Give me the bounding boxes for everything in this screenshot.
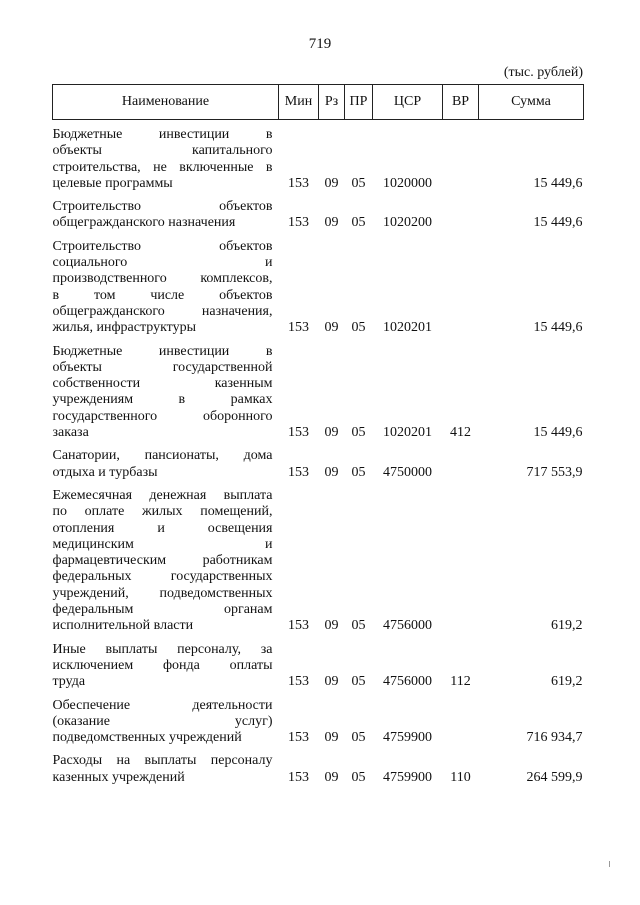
row-min: 153	[288, 464, 309, 480]
table-header-row	[53, 85, 584, 120]
row-name-line: строительства, не включенные в	[52, 159, 273, 175]
row-name-line: жилья, инфраструктуры	[52, 320, 197, 336]
row-name-line: подведомственных учреждений	[52, 730, 242, 746]
row-name-line: (оказание услуг)	[52, 713, 273, 729]
row-pr: 05	[351, 464, 366, 480]
row-min: 153	[288, 425, 309, 441]
row-csr: 4750000	[383, 464, 432, 480]
row-name	[53, 481, 279, 635]
row-min: 153	[288, 618, 309, 634]
table-row	[53, 481, 584, 635]
row-rz: 09	[324, 674, 339, 690]
row-pr: 05	[351, 730, 366, 746]
row-name-line: общегражданского назначения,	[52, 303, 273, 319]
row-min: 153	[288, 175, 309, 191]
row-min: 153	[288, 320, 309, 336]
row-name-line: по оплате жилых помещений,	[52, 504, 273, 520]
row-name-line: труда	[52, 674, 86, 690]
row-name-line: Бюджетные инвестиции в	[52, 343, 273, 359]
row-name-line: собственности казенным	[52, 376, 273, 392]
row-rz: 09	[324, 730, 339, 746]
row-pr: 05	[351, 215, 366, 231]
row-name-line: медицинским и	[52, 536, 273, 552]
row-csr: 4759900	[383, 730, 432, 746]
row-vr	[443, 120, 479, 193]
table-row	[53, 691, 584, 747]
row-vr	[443, 441, 479, 481]
table-row	[53, 746, 584, 786]
row-csr: 4756000	[383, 674, 432, 690]
row-name	[53, 441, 279, 481]
row-name-line: заказа	[52, 425, 89, 441]
row-name-line: социального и	[52, 255, 273, 271]
row-rz: 09	[324, 769, 339, 785]
row-csr: 1020000	[383, 175, 432, 191]
row-name-line: исключением фонда оплаты	[52, 657, 273, 673]
row-name	[53, 691, 279, 747]
row-name-line: Обеспечение деятельности	[52, 697, 273, 713]
row-name-line: отдыха и турбазы	[52, 464, 158, 480]
row-name-line: объекты капитального	[52, 143, 273, 159]
row-csr: 1020201	[383, 320, 432, 336]
table-body	[53, 120, 584, 786]
row-pr: 05	[351, 175, 366, 191]
table-row	[53, 192, 584, 232]
row-pr: 05	[351, 769, 366, 785]
row-sum: 619,2	[551, 674, 583, 690]
row-rz: 09	[324, 320, 339, 336]
row-vr	[443, 481, 479, 635]
header-pr: ПР	[345, 85, 373, 120]
row-pr: 05	[351, 425, 366, 441]
row-name-line: Санатории, пансионаты, дома	[52, 448, 273, 464]
row-name-line: государственного оборонного	[52, 408, 273, 424]
row-sum: 716 934,7	[526, 730, 583, 746]
row-rz: 09	[324, 464, 339, 480]
row-sum: 15 449,6	[533, 320, 583, 336]
row-name-line: федеральных государственных	[52, 569, 273, 585]
row-min: 153	[288, 730, 309, 746]
row-csr: 4756000	[383, 618, 432, 634]
row-vr	[443, 691, 479, 747]
row-name-line: Ежемесячная денежная выплата	[52, 487, 273, 503]
row-pr: 05	[351, 674, 366, 690]
row-name-line: объекты государственной	[52, 359, 273, 375]
header-rz: Рз	[319, 85, 345, 120]
row-csr: 4759900	[383, 769, 432, 785]
table-row	[53, 441, 584, 481]
row-name-line: казенных учреждений	[52, 769, 185, 785]
row-name-line: фармацевтическим работникам	[52, 553, 273, 569]
row-name-line: производственного комплексов,	[52, 271, 273, 287]
row-csr: 1020201	[383, 425, 432, 441]
scan-mark	[609, 861, 610, 867]
row-name-line: Расходы на выплаты персоналу	[52, 753, 273, 769]
budget-table	[52, 84, 584, 786]
row-sum: 15 449,6	[533, 215, 583, 231]
row-name-line: Строительство объектов	[52, 199, 273, 215]
row-sum: 619,2	[551, 618, 583, 634]
row-name-line: исполнительной власти	[52, 618, 194, 634]
row-sum: 717 553,9	[526, 464, 583, 480]
table-row	[53, 120, 584, 193]
header-csr: ЦСР	[373, 85, 443, 120]
row-rz: 09	[324, 215, 339, 231]
row-pr: 05	[351, 320, 366, 336]
row-name-line: Строительство объектов	[52, 238, 273, 254]
row-name-line: целевые программы	[52, 175, 173, 191]
table-row	[53, 232, 584, 337]
row-name-line: Бюджетные инвестиции в	[52, 127, 273, 142]
row-name	[53, 120, 279, 193]
row-name-line: общегражданского назначения	[52, 215, 236, 231]
row-name	[53, 635, 279, 691]
header-sum: Сумма	[479, 85, 584, 120]
row-name-line: учреждений, подведомственных	[52, 585, 273, 601]
row-vr: 110	[450, 769, 471, 785]
row-name-line: Иные выплаты персоналу, за	[52, 641, 273, 657]
row-vr	[443, 192, 479, 232]
header-name: Наименование	[53, 85, 279, 120]
row-rz: 09	[324, 618, 339, 634]
row-vr: 412	[450, 425, 471, 441]
row-pr: 05	[351, 618, 366, 634]
page-number: 719	[308, 36, 332, 52]
row-name	[53, 232, 279, 337]
row-name-line: учреждениям в рамках	[52, 392, 273, 408]
table-row	[53, 337, 584, 442]
row-sum: 264 599,9	[526, 769, 583, 785]
row-min: 153	[288, 769, 309, 785]
row-rz: 09	[324, 175, 339, 191]
row-sum: 15 449,6	[533, 425, 583, 441]
row-name-line: в том числе объектов	[52, 287, 273, 303]
row-csr: 1020200	[383, 215, 432, 231]
row-min: 153	[288, 215, 309, 231]
row-name-line: отопления и освещения	[52, 520, 273, 536]
units-label: (тыс. рублей)	[503, 65, 583, 80]
row-name-line: федеральным органам	[52, 602, 273, 618]
table-row	[53, 635, 584, 691]
row-min: 153	[288, 674, 309, 690]
row-rz: 09	[324, 425, 339, 441]
row-vr	[443, 232, 479, 337]
row-name	[53, 192, 279, 232]
row-name	[53, 746, 279, 786]
row-vr: 112	[450, 674, 471, 690]
header-vr: ВР	[443, 85, 479, 120]
row-sum: 15 449,6	[533, 175, 583, 191]
header-min: Мин	[279, 85, 319, 120]
row-name	[53, 337, 279, 442]
